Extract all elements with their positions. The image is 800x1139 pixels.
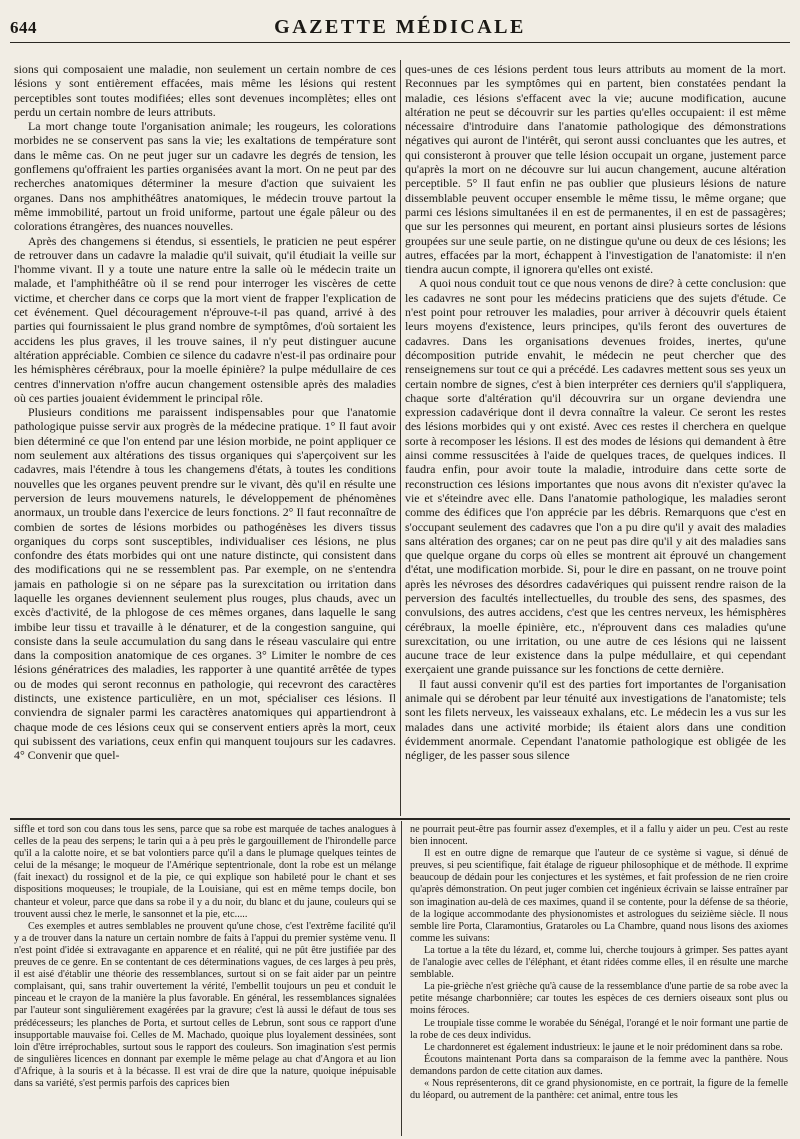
paragraph: sions qui composaient une maladie, non seulement un certain nombre de ces lésions y sont entièrement effacées, mais même les lésions qui restent perceptibles sont toutes modifiées; elles sont devenues incomplètes; elles ont perdu un certain nombre de leurs attributs. xyxy=(14,62,396,119)
paragraph: siffle et tord son cou dans tous les sens, parce que sa robe est marquée de taches analogues à celles de la peau des serpens; le tarin qui a à peu près le gargouillement de l'hirondelle parce qu'il a la calotte noire, et se bat volontiers parce qu'il a dans le plumage quelques teintes de celui de la mésange; le moqueur de l'Amérique septentrionale, dont la robe est un mélange (fait inexact) du rossignol et de la pie, ce qui explique son habileté pour le chant et ses dispositions moqueuses; le troupiale, de la Louisiane, qui est en même temps docile, bon chanteur et voleur, parce que dans sa robe il y a du noir, du blanc et du jaune, couleurs qui se trouvent aussi chez le merle, le sansonnet et la pie, etc..... xyxy=(14,824,396,920)
paragraph: Le chardonneret est également industrieux: le jaune et le noir prédominent dans sa robe. xyxy=(424,1041,783,1053)
paragraph: ne pourrait peut-être pas fournir assez d'exemples, et il a fallu y aider un peu. C'est au reste bien innocent. xyxy=(410,824,788,848)
paragraph: Ces exemples et autres semblables ne prouvent qu'une chose, c'est l'extrême facilité qu'il y a de trouver dans la nature un certain nombre de faits à l'appui du premier système venu. Il n'est point d'idée si extravagante en apparence et en réalité, qui ne pût être justifiée par des preuves de ce genre. En se contentant de ces déterminations vagues, de ces larges à peu près, il est aisé d'établir une théorie des ressemblances, surtout si on se fait aider par un peintre complaisant, qui, sans trahir ouvertement la vérité, l'embellit toujours un peu et conduit le pinceau et le crayon de la manière la plus favorable. En général, les ressemblances signalées par l'auteur sont singulièrement exagérées par la gravure; c'est là aussi le défaut de tous ses prédécesseurs; les planches de Porta, et surtout celles de Lebrun, sont sous ce rapport d'une insupportable mauvaise foi. Celles de M. Machado, quoique plus loyalement dessinées, sont loin d'être irréprochables, surtout sous le rapport des couleurs. Son imagination s'est permis de singulières licences en donnant par exemple le même pelage au chat d'Angora et au lion d'Afrique, à la souris et à la bécasse. Il est vrai de dire que la nature, quoique inépuisable dans sa variété, s'est permis parfois des caprices bien xyxy=(14,920,396,1089)
paragraph: La pie-grièche n'est grièche qu'à cause de la ressemblance d'une partie de sa robe avec la petite mésange charbonnière; car toutes les espèces de ces derniers oiseaux sont plus ou moins féroces. xyxy=(410,981,788,1017)
paragraph: Après des changemens si étendus, si essentiels, le praticien ne peut espérer de retrouver dans un cadavre la maladie qu'il suivait, qu'il étudiait la veille sur l'homme vivant. Il y a toute une nature entre la salle où le médecin traite un malade, et l'amphithéâtre où il se rend pour interroger les viscères de cette victime, et chercher dans ce corps que la mort vient de frapper l'explication de cet événement. Quel découragement n'éprouve-t-il pas quand, arrivé à des parties qui fournissaient le plus grand nombre de symptômes, d'où sortaient les accidens les plus graves, il les trouve saines, il n'y peut distinguer aucune altération appréciable. Combien ce silence du cadavre n'est-il pas ordinaire pour les hémisphères cérébraux, pour la moelle épinière? la pulpe médullaire de ces centres d'innervation n'offre aucun changement ostensible après des maladies où ces parties jouaient évidemment le principal rôle. xyxy=(14,233,396,405)
paragraph: Il faut aussi convenir qu'il est des parties fort importantes de l'organisation animale qui se dérobent par leur ténuité aux investigations de l'anatomiste; tels sont les filets nerveux, les vaisseaux exhalans, etc. Le médecin les a vus sur les malades dans une activité morbide; ils étaient alors dans une condition évidemment anormale. Cependant l'anatomie pathologique est obligée de les négliger, de les passer sous silence xyxy=(405,676,786,763)
page-header xyxy=(10,16,790,43)
column-divider xyxy=(400,60,401,816)
feuilleton-divider xyxy=(10,818,790,820)
journal-title: GAZETTE MÉDICALE xyxy=(274,16,526,38)
paragraph: Il est en outre digne de remarque que l'auteur de ce système si vague, si dénué de preuves, si peu scientifique, fait étalage de rigueur philosophique et de méthode. Il exprime beaucoup de dédain pour les conjectures et les systèmes, et fait profession de ne rien croire qu'après démonstration. On peut juger combien cet ingénieux écrivain se laisse entraîner par son imagination au-delà de ces maximes, quand il se contente, pour la défense de sa théorie, de la logique accommodante des physionomistes et astrologues du seizième siècle. Il nous semble lire Porta, Claramontius, Grataroles ou La Chambre, quand nous lisons des axiomes comme les suivans: xyxy=(410,848,788,944)
paragraph: La tortue a la tête du lézard, et, comme lui, cherche toujours à grimper. Ses pattes ayant de l'analogie avec celles de l'éléphant, et étant ridées comme elles, il en résulte une marche semblable. xyxy=(410,944,788,981)
paragraph: ques-unes de ces lésions perdent tous leurs attributs au moment de la mort. Reconnues par les symptômes qui en partent, bien constatées pendant la maladie, ces lésions s'effacent avec la vie; aucune modification, aucune altération ne peut se découvrir sur les parties qu'elles occupaient: il est même nécessaire d'introduire dans l'anatomie pathologique des démonstrations négatives qui auront de l'intérêt, qui seront aussi concluantes que les autres, et qui consisteront à prouver que telle lésion occupait un organe, justement parce qu'après la mort on ne découvre sur lui aucun changement, aucune altération perceptible. 5° Il faut enfin ne pas oublier que plusieurs lésions de nature dissemblable peuvent occuper ensemble le même tissu, le même organe; que parmi ces lésions simultanées il en est de permanentes, il en est de passagères; que sur les personnes qui meurent, en portant ainsi plusieurs sortes de lésions groupées sur une seule partie, on ne distingue qu'une ou deux de ces lésions; les autres, effacées par la mort, échappent à l'investigation de l'anatomiste: il n'en tiendra aucun compte, il ignorera qu'elles ont existé. xyxy=(405,62,786,277)
column-divider xyxy=(401,821,402,1136)
article-column-left xyxy=(14,62,396,814)
article-column-right xyxy=(405,62,786,814)
paragraph: « Nous représenterons, dit ce grand physionomiste, en ce portrait, la figure de la femelle du léopard, ou autrement de la panthère: cet animal, entre tous les xyxy=(410,1077,788,1102)
page-number: 644 xyxy=(10,18,37,37)
paragraph: A quoi nous conduit tout ce que nous venons de dire? à cette conclusion: que les cadavres ne sont pour les médecins praticiens que des sujets d'étude. Ce n'est point pour retrouver les maladies, pour arriver à découvrir quels étaient leurs moyens d'existence, leurs principes, qu'ils feront des ouvertures de cadavres. Dans les organisations devenues froides, inertes, qu'une décomposition putride envahit, le médecin ne peut chercher que des renseignemens sur tout ce qui a précédé. Les cadavres mettent sous ses yeux un certain nombre de signes, c'est à bien interpréter ces derniers qu'il s'appliquera, chaque sorte d'altération qu'il découvrira sur un organe deviendra une expression cadavérique dont il devra connaître la valeur. Ce seront les restes des lésions morbides qui y ont existé. Avec ces restes il cherchera en quelque sorte à recomposer les lésions. Il est des modes de lésions qui demandent à être ainsi comme ressuscitées à l'aide de quelques traces, de quelques indices. Il faudra enfin, pour avoir toute la maladie, introduire dans cette sorte de reconstruction ces lésions importantes que nous avons dit n'exister qu'avec la vie et s'éteindre avec elle. Dans l'anatomie pathologique, les maladies seront comme des édifices que l'on apprécie par les débris. Remarquons que c'est en s'occupant seulement des cadavres que l'on a pu dire qu'il y avait des maladies sans altération des organes; car on ne peut pas dire qu'il y ait des maladies sans que quelque organe du corps où elles se montrent ait éprouvé un changement d'état, une modification morbide. Si, pour le dire en passant, on ne trouve point après les névroses des désordres cadavériques qui puissent rendre raison de la perversion des facultés intellectuelles, du trouble des sens, des spasmes, des convulsions, des autres accidens, c'est que les centres nerveux, les hémisphères cérébraux, la moelle épinière, etc., n'éprouvent dans ces maladies qu'une surexcitation, ou une irritation, ou une autre de ces lésions qui ne laissent aucune trace de leur existence dans la pulpe médullaire, et qui cependant exerçaient une grande puissance sur les fonctions de cette dernière. xyxy=(405,276,786,677)
feuilleton-column-right xyxy=(410,824,788,1136)
feuilleton-column-left xyxy=(14,824,396,1136)
paragraph: La mort change toute l'organisation animale; les rougeurs, les colorations morbides ne se conservent pas sans la vie; les exaltations de température sont dans le même cas. On ne peut juger sur un cadavre les degrés de tension, les gonflemens qu'offraient les parties organisées avant la mort. On ne peut par des recherches anatomiques déterminer la mesure d'action que suivaient les organes. Dans nos amphithéâtres anatomiques, le médecin trouve partout la même immobilité, partout un froid uniforme, partout une égale pâleur ou des colorations étrangères, des nuances nouvelles. xyxy=(14,119,396,234)
paragraph: Écoutons maintenant Porta dans sa comparaison de la femme avec la panthère. Nous demandons pardon de cette citation aux dames. xyxy=(410,1053,788,1077)
paragraph: Plusieurs conditions me paraissent indispensables pour que l'anatomie pathologique puisse servir aux progrès de la médecine pratique. 1° Il faut avoir bien déterminé ce que l'on entend par une lésion morbide, ne point appliquer ce nom seulement aux altérations des tissus organiques qui s'aperçoivent sur les cadavres, mais l'étendre à tous les changemens d'états, à toutes les conditions nouvelles que les organes peuvent prendre sur le vivant, dès qu'il en résulte une perversion de leurs mouvemens naturels, le développement de phénomènes anormaux, un trouble dans l'exercice de leurs fonctions. 2° Il faut reconnaître de combien de sortes de lésions morbides ou pathogénèses les divers tissus organiques du corps sont susceptibles, individualiser ces lésions, ne plus confondre des états morbides qui ont une nature distincte, qui consistent dans des modifications qui ne se ressemblent pas. Par exemple, on ne s'entendra jamais en pathologie si on ne sépare pas la surexcitation ou irritation dans laquelle les organes deviennent seulement plus rouges, plus chauds, avec un excès d'activité, de la phlogose de ces mêmes organes, dans laquelle le sang imbibe leur tissu et travaille à le dénaturer, et de la congestion sanguine, qui consiste dans la seule accumulation du sang dans le réseau vasculaire qui entre dans la composition anatomique de ces organes. 3° Limiter le nombre de ces lésions génératrices des maladies, les rapporter à une quantité arrêtée de types ou de modes qui seront reconnus en pathologie, qui recevront des caractères distincts, une existence particulière, en un mot, spécialiser ces lésions. Il conviendra de signaler parmi les caractères anatomiques qui appartiendront à chaque mode de ces lésions ceux qui se conservent entiers après la mort, ceux qui subissent des variations, ceux enfin qui manquent toujours sur les cadavres. 4° Convenir que quel- xyxy=(14,405,396,763)
paragraph: Le troupiale tisse comme le worabée du Sénégal, l'orangé et le noir formant une partie de la robe de ces deux individus. xyxy=(410,1017,788,1041)
